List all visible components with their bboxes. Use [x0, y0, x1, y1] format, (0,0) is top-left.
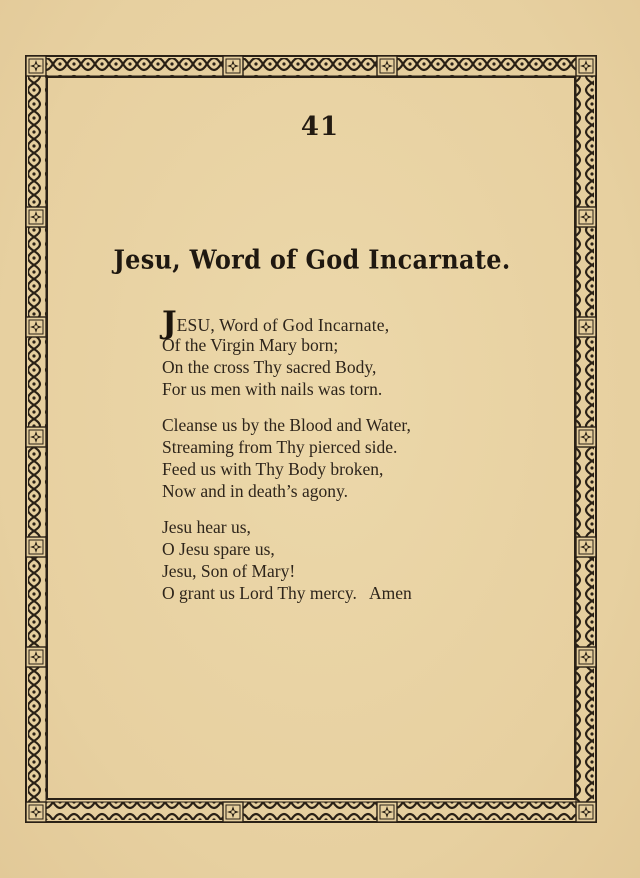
verse-line: Jesu, Son of Mary! [162, 561, 296, 581]
stanza-2 [162, 414, 542, 502]
verse-line: For us men with nails was torn. [162, 379, 383, 399]
stanza-1 [162, 305, 542, 400]
verse-line: On the cross Thy sacred Body, [162, 357, 377, 377]
first-line-text: ESU, Word of God Incarnate, [176, 315, 390, 335]
verse-line: O Jesu spare us, [162, 539, 275, 559]
page-number: 41 [300, 112, 340, 142]
verse-line: Now and in death’s agony. [162, 481, 348, 501]
stanza-3 [162, 516, 542, 604]
verse-line: Jesu hear us, [162, 517, 251, 537]
verse-line: Streaming from Thy pierced side. [162, 437, 398, 457]
hymn-title: Jesu, Word of God Incarnate. [113, 243, 511, 276]
verse-line: O grant us Lord Thy mercy. Amen [162, 583, 412, 603]
verse-line: Feed us with Thy Body broken, [162, 459, 384, 479]
drop-cap: J [162, 305, 177, 341]
verse-line: Of the Virgin Mary born; [162, 335, 339, 355]
verse-line [162, 305, 542, 341]
verse-line: Cleanse us by the Blood and Water, [162, 415, 411, 435]
hymn-text [162, 305, 542, 618]
